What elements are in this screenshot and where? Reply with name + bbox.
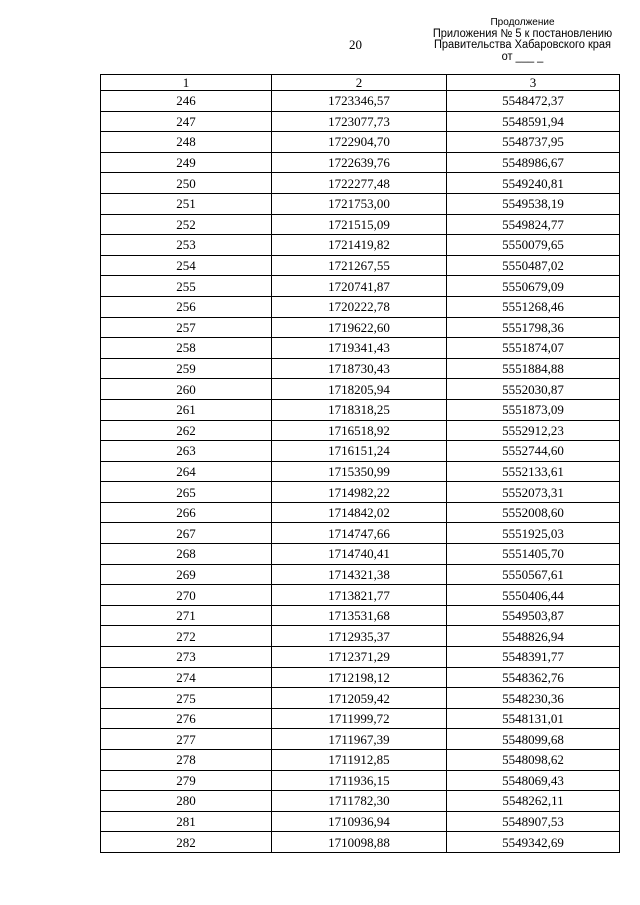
x-coordinate-cell: 1711967,39: [272, 729, 447, 750]
point-number-cell: 246: [101, 91, 272, 112]
point-number-cell: 263: [101, 441, 272, 462]
x-coordinate-cell: 1711999,72: [272, 708, 447, 729]
table-row: [101, 688, 620, 709]
y-coordinate-cell: 5552744,60: [447, 441, 620, 462]
table-row: [101, 502, 620, 523]
point-number-cell: 278: [101, 750, 272, 771]
y-coordinate-cell: 5548472,37: [447, 91, 620, 112]
y-coordinate-cell: 5552073,31: [447, 482, 620, 503]
x-coordinate-cell: 1711912,85: [272, 750, 447, 771]
point-number-cell: 275: [101, 688, 272, 709]
point-number-cell: 274: [101, 667, 272, 688]
point-number-cell: 276: [101, 708, 272, 729]
y-coordinate-cell: 5549538,19: [447, 193, 620, 214]
table-row: [101, 214, 620, 235]
y-coordinate-cell: 5550487,02: [447, 255, 620, 276]
y-coordinate-cell: 5551798,36: [447, 317, 620, 338]
table-row: [101, 193, 620, 214]
table-row: [101, 296, 620, 317]
x-coordinate-cell: 1721267,55: [272, 255, 447, 276]
point-number-cell: 270: [101, 585, 272, 606]
y-coordinate-cell: 5550567,61: [447, 564, 620, 585]
y-coordinate-cell: 5548737,95: [447, 132, 620, 153]
x-coordinate-cell: 1723077,73: [272, 111, 447, 132]
table-row: [101, 235, 620, 256]
y-coordinate-cell: 5551925,03: [447, 523, 620, 544]
y-coordinate-cell: 5548098,62: [447, 750, 620, 771]
x-coordinate-cell: 1722639,76: [272, 152, 447, 173]
table-row: [101, 173, 620, 194]
y-coordinate-cell: 5550679,09: [447, 276, 620, 297]
y-coordinate-cell: 5548099,68: [447, 729, 620, 750]
point-number-cell: 261: [101, 399, 272, 420]
table-row: [101, 832, 620, 853]
x-coordinate-cell: 1721515,09: [272, 214, 447, 235]
point-number-cell: 273: [101, 647, 272, 668]
page-number: 20: [349, 37, 362, 52]
x-coordinate-cell: 1719622,60: [272, 317, 447, 338]
point-number-cell: 281: [101, 811, 272, 832]
point-number-cell: 253: [101, 235, 272, 256]
x-coordinate-cell: 1714321,38: [272, 564, 447, 585]
y-coordinate-cell: 5548826,94: [447, 626, 620, 647]
y-coordinate-cell: 5551873,09: [447, 399, 620, 420]
y-coordinate-cell: 5551268,46: [447, 296, 620, 317]
table-row: [101, 729, 620, 750]
point-number-cell: 267: [101, 523, 272, 544]
point-number-cell: 252: [101, 214, 272, 235]
header-government-line: Правительства Хабаровского края: [433, 39, 612, 51]
x-coordinate-cell: 1712935,37: [272, 626, 447, 647]
x-coordinate-cell: 1722277,48: [272, 173, 447, 194]
y-coordinate-cell: 5548907,53: [447, 811, 620, 832]
x-coordinate-cell: 1720222,78: [272, 296, 447, 317]
y-coordinate-cell: 5550406,44: [447, 585, 620, 606]
x-coordinate-cell: 1718205,94: [272, 379, 447, 400]
point-number-cell: 279: [101, 770, 272, 791]
point-number-cell: 268: [101, 544, 272, 565]
y-coordinate-cell: 5552008,60: [447, 502, 620, 523]
table-row: [101, 132, 620, 153]
x-coordinate-cell: 1710098,88: [272, 832, 447, 853]
table-row: [101, 605, 620, 626]
point-number-cell: 264: [101, 461, 272, 482]
x-coordinate-cell: 1712371,29: [272, 647, 447, 668]
table-row: [101, 91, 620, 112]
table-row: [101, 399, 620, 420]
table-row: [101, 544, 620, 565]
y-coordinate-cell: 5551884,88: [447, 358, 620, 379]
y-coordinate-cell: 5551405,70: [447, 544, 620, 565]
table-row: [101, 255, 620, 276]
y-coordinate-cell: 5551874,07: [447, 338, 620, 359]
coordinates-table: [100, 74, 620, 853]
point-number-cell: 266: [101, 502, 272, 523]
x-coordinate-cell: 1710936,94: [272, 811, 447, 832]
table-row: [101, 420, 620, 441]
table-row: [101, 317, 620, 338]
table-row: [101, 482, 620, 503]
y-coordinate-cell: 5549503,87: [447, 605, 620, 626]
point-number-cell: 255: [101, 276, 272, 297]
x-coordinate-cell: 1723346,57: [272, 91, 447, 112]
x-coordinate-cell: 1716518,92: [272, 420, 447, 441]
point-number-cell: 259: [101, 358, 272, 379]
x-coordinate-cell: 1712059,42: [272, 688, 447, 709]
table-row: [101, 585, 620, 606]
x-coordinate-cell: 1719341,43: [272, 338, 447, 359]
column-header: 2: [272, 75, 447, 91]
point-number-cell: 280: [101, 791, 272, 812]
table-row: [101, 667, 620, 688]
table-row: [101, 791, 620, 812]
y-coordinate-cell: 5548262,11: [447, 791, 620, 812]
column-header: 3: [447, 75, 620, 91]
point-number-cell: 256: [101, 296, 272, 317]
y-coordinate-cell: 5548131,01: [447, 708, 620, 729]
x-coordinate-cell: 1713821,77: [272, 585, 447, 606]
y-coordinate-cell: 5552133,61: [447, 461, 620, 482]
table-row: [101, 338, 620, 359]
y-coordinate-cell: 5549824,77: [447, 214, 620, 235]
point-number-cell: 260: [101, 379, 272, 400]
table-row: [101, 770, 620, 791]
point-number-cell: 254: [101, 255, 272, 276]
x-coordinate-cell: 1715350,99: [272, 461, 447, 482]
point-number-cell: 247: [101, 111, 272, 132]
header-appendix-line: Приложения № 5 к постановлению: [432, 27, 613, 40]
y-coordinate-cell: 5548391,77: [447, 647, 620, 668]
x-coordinate-cell: 1720741,87: [272, 276, 447, 297]
header-continuation: Продолжение: [490, 17, 555, 28]
table-row: [101, 523, 620, 544]
x-coordinate-cell: 1712198,12: [272, 667, 447, 688]
point-number-cell: 257: [101, 317, 272, 338]
x-coordinate-cell: 1714982,22: [272, 482, 447, 503]
y-coordinate-cell: 5548986,67: [447, 152, 620, 173]
x-coordinate-cell: 1713531,68: [272, 605, 447, 626]
x-coordinate-cell: 1718318,25: [272, 399, 447, 420]
point-number-cell: 251: [101, 193, 272, 214]
table-row: [101, 564, 620, 585]
table-row: [101, 111, 620, 132]
document-header: [410, 17, 635, 63]
point-number-cell: 272: [101, 626, 272, 647]
y-coordinate-cell: 5552030,87: [447, 379, 620, 400]
point-number-cell: 277: [101, 729, 272, 750]
table-row: [101, 647, 620, 668]
x-coordinate-cell: 1711782,30: [272, 791, 447, 812]
x-coordinate-cell: 1721419,82: [272, 235, 447, 256]
x-coordinate-cell: 1721753,00: [272, 193, 447, 214]
x-coordinate-cell: 1714747,66: [272, 523, 447, 544]
point-number-cell: 271: [101, 605, 272, 626]
point-number-cell: 269: [101, 564, 272, 585]
table-row: [101, 276, 620, 297]
x-coordinate-cell: 1722904,70: [272, 132, 447, 153]
column-header: 1: [101, 75, 272, 91]
table-row: [101, 441, 620, 462]
point-number-cell: 262: [101, 420, 272, 441]
y-coordinate-cell: 5552912,23: [447, 420, 620, 441]
y-coordinate-cell: 5548362,76: [447, 667, 620, 688]
table-body: [101, 91, 620, 853]
x-coordinate-cell: 1714740,41: [272, 544, 447, 565]
table-row: [101, 379, 620, 400]
y-coordinate-cell: 5548069,43: [447, 770, 620, 791]
table-row: [101, 708, 620, 729]
table-row: [101, 461, 620, 482]
table-header-row: [101, 75, 620, 91]
y-coordinate-cell: 5549342,69: [447, 832, 620, 853]
y-coordinate-cell: 5548230,36: [447, 688, 620, 709]
point-number-cell: 250: [101, 173, 272, 194]
table-row: [101, 750, 620, 771]
point-number-cell: 258: [101, 338, 272, 359]
x-coordinate-cell: 1718730,43: [272, 358, 447, 379]
x-coordinate-cell: 1711936,15: [272, 770, 447, 791]
x-coordinate-cell: 1714842,02: [272, 502, 447, 523]
table-row: [101, 811, 620, 832]
table-row: [101, 152, 620, 173]
header-date-line: от ___ _: [501, 50, 544, 63]
x-coordinate-cell: 1716151,24: [272, 441, 447, 462]
y-coordinate-cell: 5548591,94: [447, 111, 620, 132]
y-coordinate-cell: 5549240,81: [447, 173, 620, 194]
table-row: [101, 626, 620, 647]
point-number-cell: 249: [101, 152, 272, 173]
point-number-cell: 248: [101, 132, 272, 153]
table-row: [101, 358, 620, 379]
point-number-cell: 282: [101, 832, 272, 853]
y-coordinate-cell: 5550079,65: [447, 235, 620, 256]
point-number-cell: 265: [101, 482, 272, 503]
